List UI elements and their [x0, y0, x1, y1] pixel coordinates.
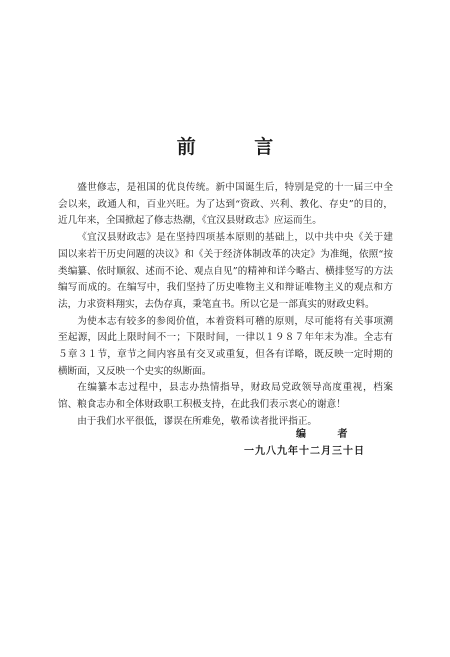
- paragraph-2: 《宜汉县财政志》是在坚持四项基本原则的基础上，以中共中央《关于建国以来若干历史问题的决议》和《关于经济体制改革的决定》为准绳，依照“按类编纂、依时顺叙、述而不论、观点自见”的精神和详今略古、横排竖写的方法编写而成的。在编写中，我们坚持了历史唯物主义和辩证唯物主义的观点和方法，力求资料翔实，去伪存真，秉笔直书。所以它是一部真实的财政史料。: [58, 232, 393, 310]
- paragraph-5: 由于我们水平很低，谬误在所难免，敬希读者批评指正。: [77, 415, 318, 427]
- paragraph-4: 在编纂本志过程中，县志办热情指导，财政局党政领导高度重视，档案馆、粮食志办和全体财政职工积极支持，在此我们表示衷心的谢意！: [58, 382, 393, 411]
- preface-date: 一九八九年十二月三十日: [244, 446, 365, 457]
- preface-title: 前 言: [176, 136, 300, 158]
- paragraph-1: 盛世修志，是祖国的优良传统。新中国诞生后，特别是党的十一届三中全会以来，政通人和，百业兴旺。为了达到“资政、兴利、教化、存史”的目的，近几年来，全国掀起了修志热潮，《宜汉县财政志》应运而生。: [58, 182, 393, 227]
- preface-body: [58, 180, 393, 431]
- editor-signature: 编 者: [296, 429, 362, 440]
- paragraph-3: 为使本志有较多的参阅价值，本着资料可稽的原则，尽可能将有关事项溯至起源，因此上限时间不一；下限时间，一律以１９８７年年末为准。全志有５章３１节，章节之间内容虽有交叉或重复，但各有详略，既反映一定时期的横断面，又反映一个史实的纵断面。: [58, 315, 393, 377]
